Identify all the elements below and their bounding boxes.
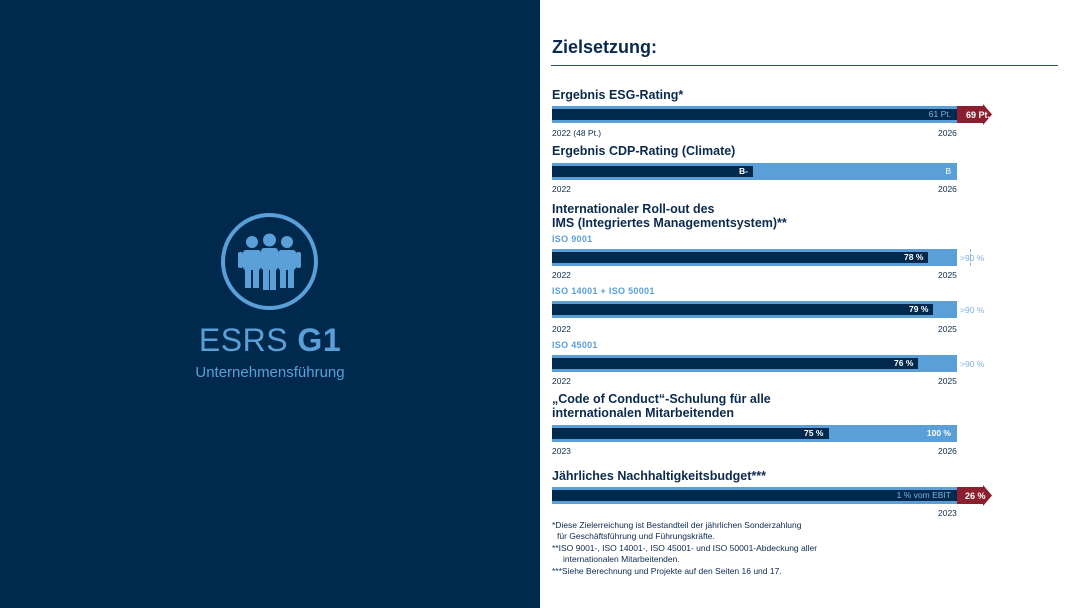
iso14001-target: >90 % [960,305,985,315]
coc-year-end: 2026 [938,446,957,456]
budget-bar [552,487,957,504]
iso45001-target: >90 % [960,359,985,369]
people-group-icon [237,232,302,292]
cdp-fill [552,166,753,177]
cdp-year-end: 2026 [938,184,957,194]
budget-target: 26 % [965,491,986,501]
iso45001-fill [552,358,918,369]
cdp-bar [552,163,957,180]
coc-heading-2: internationalen Mitarbeitenden [552,406,734,420]
iso9001-value: 78 % [904,252,924,262]
esrs-subtitle: Unternehmensführung [195,364,345,381]
footnote-2 [552,543,817,565]
esrs-title-a: ESRS [198,322,289,358]
iso14001-bar [552,301,957,318]
esg-target: 69 Pt. [966,110,991,120]
right-panel [540,0,1080,608]
iso9001-bar [552,249,957,266]
esg-year-start: 2022 (48 Pt.) [552,128,602,138]
iso14001-fill [552,304,933,315]
coc-target: 100 % [926,428,951,438]
esg-bar [552,106,957,123]
footnote-1a: *Diese Zielerreichung ist Bestandteil der jährlichen Sonderzahlung [552,520,802,530]
coc-year-start: 2023 [552,446,571,456]
coc-fill [552,428,829,439]
cdp-target: B [945,166,951,176]
esrs-logo [221,213,318,310]
footnote-1 [552,520,801,542]
budget-inner-label: 1 % vom EBIT [896,490,951,500]
esg-inner-label: 61 Pt. [928,109,951,119]
footnote-1b: für Geschäftsführung und Führungskräfte. [557,531,715,541]
ims-heading-1: Internationaler Roll-out des [552,202,715,216]
iso14001-label: ISO 14001 + ISO 50001 [552,286,655,296]
iso9001-year-start: 2022 [552,270,571,280]
iso45001-value: 76 % [894,358,914,368]
footnote-2b: internationalen Mitarbeitenden. [563,554,680,564]
esrs-title-b: G1 [297,322,342,358]
iso45001-year-end: 2025 [938,376,957,386]
budget-heading: Jährliches Nachhaltigkeitsbudget*** [552,469,766,483]
iso9001-fill [552,252,928,263]
iso9001-target: >90 % [960,253,985,263]
cdp-current: B- [739,166,748,176]
footnote-3: ***Siehe Berechnung und Projekte auf den Seiten 16 und 17. [552,566,782,576]
iso14001-value: 79 % [909,304,929,314]
cdp-year-start: 2022 [552,184,571,194]
ims-heading-2: IMS (Integriertes Managementsystem)** [552,216,787,230]
iso14001-year-start: 2022 [552,324,571,334]
coc-bar [552,425,957,442]
coc-heading-1: „Code of Conduct“-Schulung für alle [552,392,771,406]
coc-value: 75 % [804,428,824,438]
iso45001-label: ISO 45001 [552,340,598,350]
cdp-heading: Ergebnis CDP-Rating (Climate) [552,144,736,158]
page-title: Zielsetzung: [552,37,658,57]
esg-year-end: 2026 [938,128,957,138]
footnote-2a: **ISO 9001-, ISO 14001-, ISO 45001- und ISO 50001-Abdeckung aller [552,543,818,553]
esg-heading: Ergebnis ESG-Rating* [552,88,684,102]
iso9001-year-end: 2025 [938,270,957,280]
iso45001-bar [552,355,957,372]
iso45001-year-start: 2022 [552,376,571,386]
iso14001-year-end: 2025 [938,324,957,334]
title-divider [551,65,1058,66]
iso9001-label: ISO 9001 [552,234,593,244]
esrs-title [0,322,540,359]
budget-year: 2023 [938,508,957,518]
esg-fill [552,109,957,120]
